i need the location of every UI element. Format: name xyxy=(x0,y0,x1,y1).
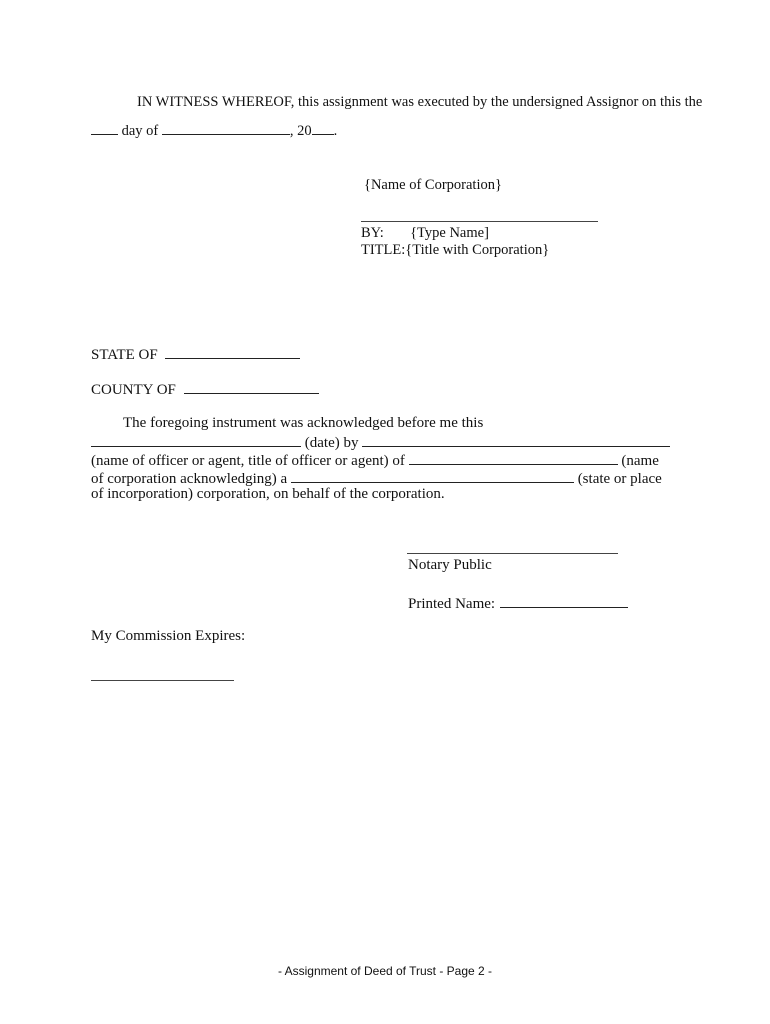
county-blank[interactable] xyxy=(184,380,319,394)
day-of-label: day of xyxy=(121,123,159,139)
by-line xyxy=(361,226,489,241)
ack-corporation-blank[interactable] xyxy=(409,451,618,465)
ack-line-2 xyxy=(91,433,670,451)
ack-line-5: of incorporation) corporation, on behalf of the corporation. xyxy=(91,486,445,502)
ack-officer-blank[interactable] xyxy=(362,433,670,447)
notary-signature-line[interactable] xyxy=(407,553,618,554)
printed-name-label: Printed Name: xyxy=(408,596,496,612)
corporation-signature-line[interactable] xyxy=(361,221,598,222)
ack-line-3-start: (name of officer or agent, title of officer or agent) of xyxy=(91,453,405,469)
printed-name-line xyxy=(408,594,628,612)
county-line xyxy=(91,380,319,398)
title-value: {Title with Corporation} xyxy=(405,242,550,258)
day-blank[interactable] xyxy=(91,121,118,135)
ack-line-4 xyxy=(91,469,662,487)
commission-expires-label: My Commission Expires: xyxy=(91,628,246,644)
title-line xyxy=(361,243,549,258)
ack-intro: The foregoing instrument was acknowledged before me this xyxy=(123,415,484,431)
commission-expires-line[interactable] xyxy=(91,680,234,681)
ack-line-3 xyxy=(91,451,659,469)
by-label: BY: xyxy=(361,225,384,241)
ack-line-4-start: of corporation acknowledging) a xyxy=(91,471,288,487)
state-of-label: STATE OF xyxy=(91,347,158,363)
county-of-label: COUNTY OF xyxy=(91,382,176,398)
title-label: TITLE: xyxy=(361,242,406,258)
year-blank[interactable] xyxy=(312,121,334,135)
by-value: {Type Name] xyxy=(410,225,489,241)
ack-date-by: (date) by xyxy=(304,435,359,451)
witness-line-1: IN WITNESS WHEREOF, this assignment was executed by the undersigned Assignor on this the xyxy=(137,94,703,110)
ack-line-4-end: (state or place xyxy=(577,471,662,487)
witness-line-2 xyxy=(91,121,337,139)
ack-state-blank[interactable] xyxy=(291,469,574,483)
state-line xyxy=(91,345,300,363)
page-footer: - Assignment of Deed of Trust - Page 2 - xyxy=(277,964,493,978)
corporation-name: {Name of Corporation} xyxy=(364,177,502,193)
witness-period: . xyxy=(333,123,338,139)
state-blank[interactable] xyxy=(165,345,300,359)
year-prefix: , 20 xyxy=(289,123,312,139)
ack-date-blank[interactable] xyxy=(91,433,301,447)
ack-line-3-end: (name xyxy=(621,453,659,469)
printed-name-blank[interactable] xyxy=(500,594,628,608)
month-blank[interactable] xyxy=(162,121,290,135)
notary-public-label: Notary Public xyxy=(408,557,492,573)
